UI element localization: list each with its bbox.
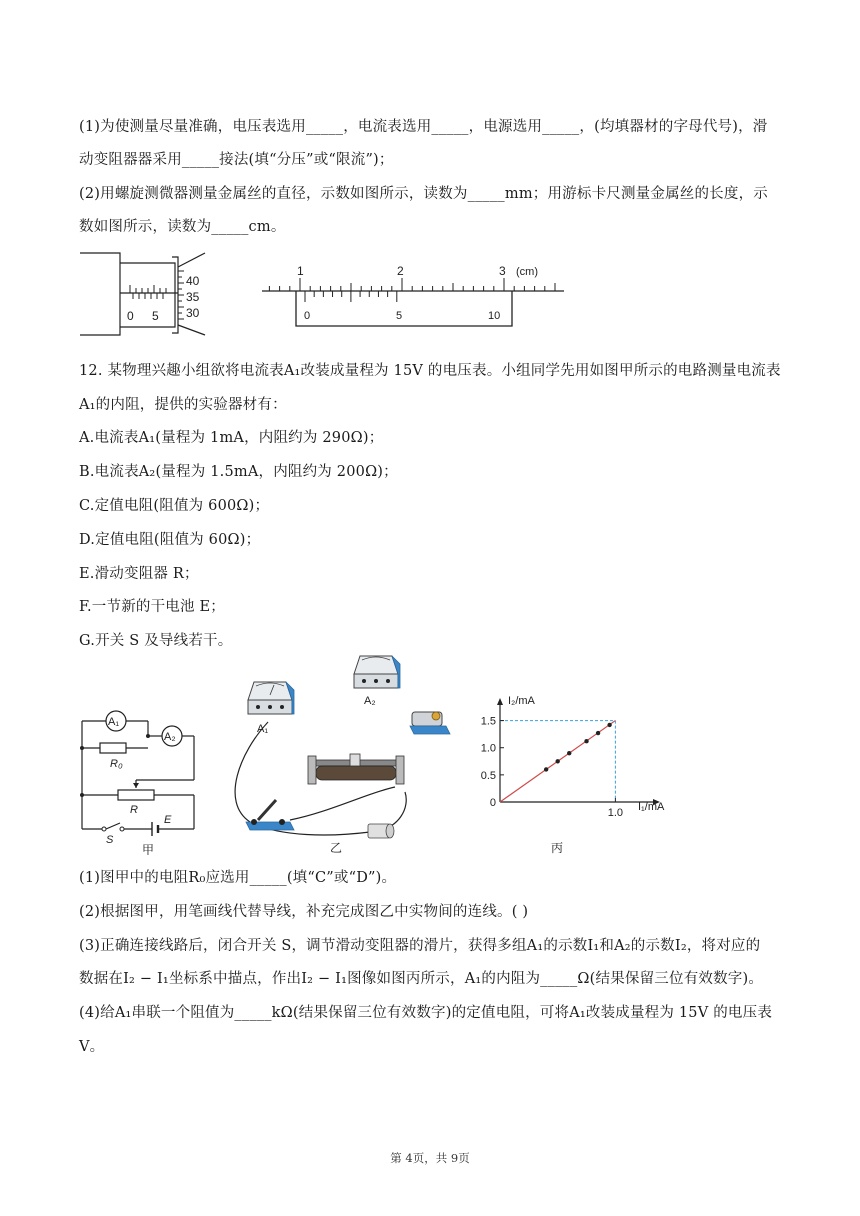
vernier-label: 0 [304,310,311,322]
switch-device [246,800,294,830]
vernier-label: 5 [396,310,403,322]
y-tick-label: 0 [489,797,496,809]
text-line: V。 [79,1039,105,1055]
resistor-device [368,824,394,838]
data-point [555,759,559,763]
sleeve-label: 5 [152,309,159,323]
text-line: (4)给A₁串联一个阻值为_____kΩ(结果保留三位有效数字)的定值电阻，可将A₁改装成量程为 15V 的电压表 [79,1005,773,1021]
text-line: (2)用螺旋测微器测量金属丝的直径，示数如图所示，读数为_____mm；用游标卡尺测量金属丝的长度，示 [79,186,768,202]
label-a1: A₁ [108,716,120,728]
label-e: E [164,814,172,826]
caption-jia: 甲 [142,843,155,855]
y-axis-arrow [497,698,503,705]
rheostat-r [118,790,154,800]
text-line: A₁的内阻，提供的实验器材有： [79,397,287,413]
text-line: D.定值电阻(阻值为 60Ω)； [79,532,261,548]
text-line: F.一节新的干电池 E； [79,599,226,615]
text-line: 动变阻器器采用_____接法(填“分压”或“限流”)； [79,152,394,168]
text-line: (1)为使测量尽量准确，电压表选用_____，电流表选用_____，电源选用_____，(均填器材的字母代号)，滑 [79,119,768,135]
micrometer-figure [80,245,220,340]
data-point [544,767,548,771]
text-line: 数据在I₂ − I₁坐标系中描点，作出I₂ − I₁图像如图丙所示，A₁的内阻为_____Ω(结果保留三位有效数字)。 [79,971,764,987]
text-line: C.定值电阻(阻值为 600Ω)； [79,498,270,514]
y-tick-label: 0.5 [480,769,496,782]
thimble-label: 30 [186,306,200,320]
resistor-r0 [100,743,126,753]
i2-i1-chart [478,692,698,862]
caliper-figure [262,260,567,332]
text-line: (2)根据图甲，用笔画线代替导线，补充完成图乙中实物间的连线。( ) [79,904,529,920]
ammeter-a1-device [248,682,294,714]
text-line: A.电流表A₁(量程为 1mA，内阻约为 290Ω)； [79,430,384,446]
y-axis-label: I₂/mA [508,695,535,707]
text-line: (1)图甲中的电阻R₀应选用_____(填“C”或“D”)。 [79,870,397,886]
rheostat-device [308,754,404,784]
y-tick-label: 1.0 [480,742,496,755]
label-s: S [106,834,114,846]
text-line: 数如图所示，读数为_____cm。 [79,219,286,235]
data-point [567,751,571,755]
circuit-diagram [78,705,200,855]
caliper-unit: (cm) [516,266,538,278]
thimble-label: 35 [186,290,200,304]
page-footer: 第 4页，共 9页 [390,1151,470,1165]
data-point [607,723,611,727]
thimble-label: 40 [186,274,200,288]
ammeter-a2-device [354,656,400,688]
label-a2-device: A₂ [364,695,376,707]
x-axis-label: I₁/mA [638,801,665,813]
caption-yi: 乙 [330,841,343,855]
apparatus-figure [220,652,460,857]
label-r0: R₀ [110,758,123,770]
text-line: B.电流表A₂(量程为 1.5mA，内阻约为 200Ω)； [79,464,398,480]
text-line: G.开关 S 及导线若干。 [79,633,233,649]
main-scale-label: 1 [297,264,304,278]
vernier-label: 10 [488,310,501,322]
text-line: (3)正确连接线路后，闭合开关 S，调节滑动变阻器的滑片，获得多组A₁的示数I₁和A₂的示数I₂，将对应的 [79,938,761,954]
label-a2: A₂ [164,731,176,743]
label-r: R [130,804,138,816]
sleeve-label: 0 [127,309,134,323]
data-point [584,739,588,743]
text-line: 12. 某物理兴趣小组欲将电流表A₁改装成量程为 15V 的电压表。小组同学先用如图甲所示的电路测量电流表 [79,363,781,379]
label-a1-device: A₁ [257,723,269,735]
data-point [596,731,600,735]
main-scale-label: 3 [499,264,506,278]
caption-bing: 丙 [551,841,564,855]
battery-device [410,712,450,734]
text-line: E.滑动变阻器 R； [79,566,199,582]
main-scale-label: 2 [397,264,404,278]
y-tick-label: 1.5 [480,715,496,728]
x-tick-label: 1.0 [607,807,624,819]
